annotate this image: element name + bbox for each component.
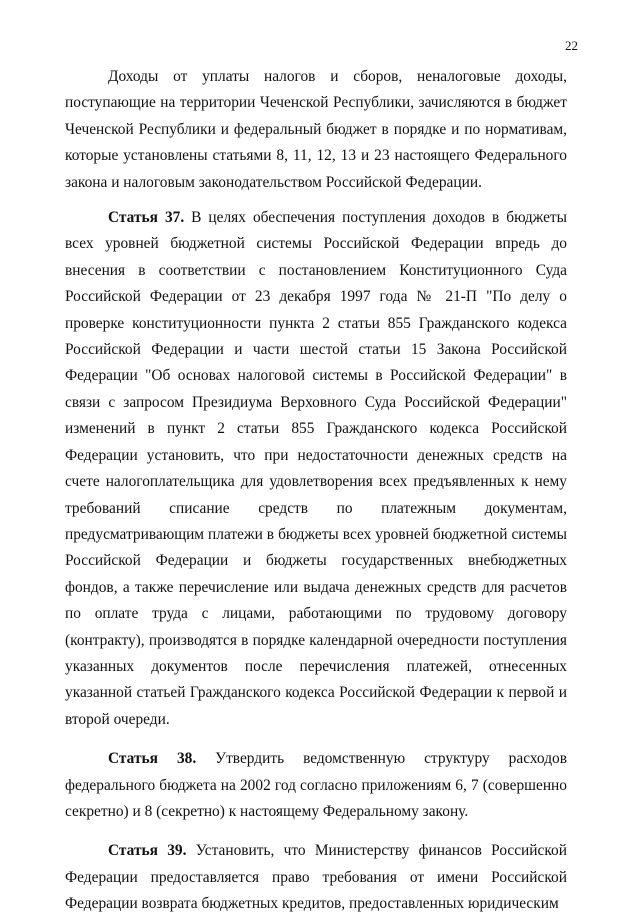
paragraph-text: Доходы от уплаты налогов и сборов, неналоговые доходы, поступающие на территории Чеченской Республики, зачисляются в бюджет Чеченской Республики и федеральный бюджет в порядке и по нормативам, которые установлены статьями 8, 11, 12, 13 и 23 настоящего Федерального закона и налоговым законодательством Российской Федерации. <box>65 68 567 191</box>
article-39-label: Статья 39. <box>108 842 187 860</box>
paragraph-article-38 <box>65 746 567 825</box>
paragraph-article-39 <box>65 838 567 917</box>
article-39-text: Установить, что Министерству финансов Российской Федерации предоставляется право требования от имени Российской Федерации возврата бюджетных кредитов, предоставленных юридическим <box>65 842 567 913</box>
article-37-label: Статья 37. <box>108 209 185 227</box>
article-37-text: В целях обеспечения поступления доходов в бюджеты всех уровней бюджетной системы Российской Федерации впредь до внесения в соответствии с постановлением Конституционного Суда Российской Федерации от 23 декабря 1997 года № 21-П "По делу о проверке конституционности пункта 2 статьи 855 Гражданского кодекса Российской Федерации и части шестой статьи 15 Закона Российской Федерации "Об основах налоговой системы в Российской Федерации" в связи с запросом Президиума Верховного Суда Российской Федерации" изменений в пункт 2 статьи 855 Гражданского кодекса Российской Федерации установить, что при недостаточности денежных средств на счете налогоплательщика для удовлетворения всех предъявленных к нему требований списание средств по платежным документам, предусматривающим платежи в бюджеты всех уровней бюджетной системы Российской Федерации и бюджеты государственных внебюджетных фондов, а также перечисление или выдача денежных средств для расчетов по оплате труда с лицами, работающими по трудовому договору (контракту), производятся в порядке календарной очередности поступления указанных документов после перечисления платежей, отнесенных указанной статьей Гражданского кодекса Российской Федерации к первой и второй очереди. <box>65 209 567 728</box>
document-body <box>65 64 567 918</box>
article-38-label: Статья 38. <box>108 750 197 768</box>
paragraph-article-37 <box>65 205 567 733</box>
paragraph-chechen-revenues <box>65 64 567 196</box>
article-38-text: Утвердить ведомственную структуру расходов федерального бюджета на 2002 год согласно приложениям 6, 7 (совершенно секретно) и 8 (секретно) к настоящему Федеральному закону. <box>65 750 567 820</box>
page-number: 22 <box>565 38 578 53</box>
